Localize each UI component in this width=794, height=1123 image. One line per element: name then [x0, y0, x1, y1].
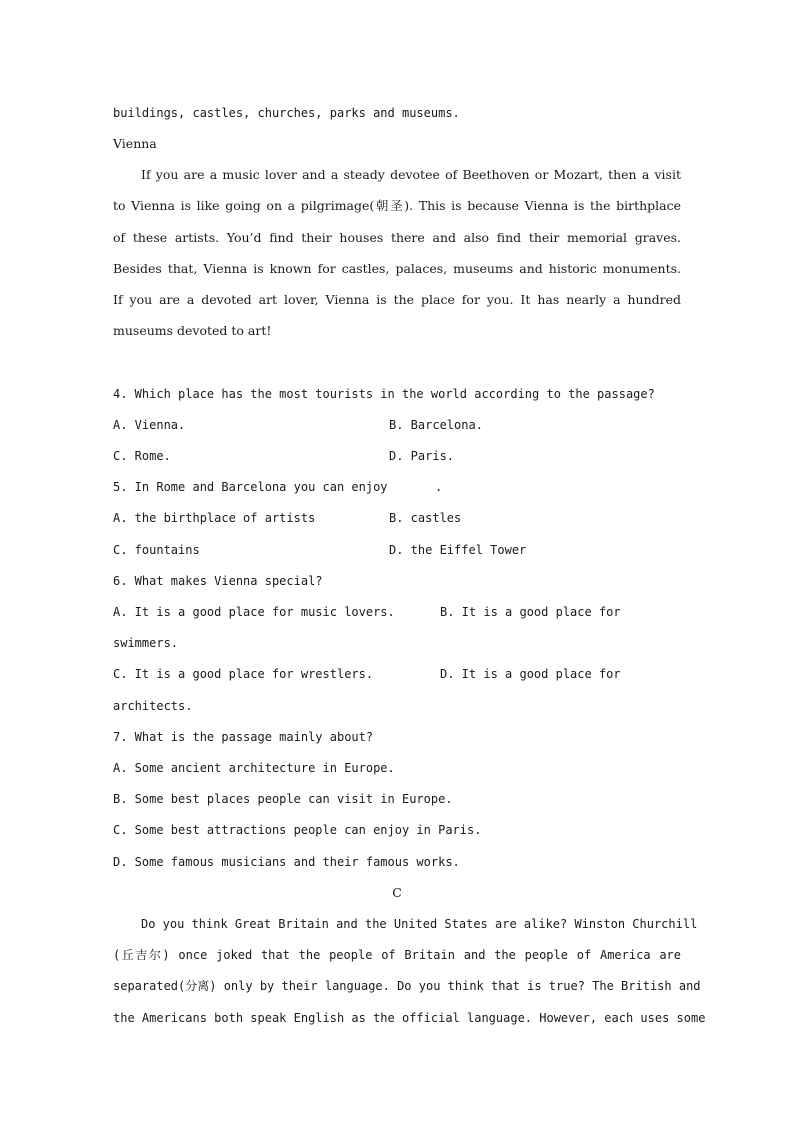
option-c: C. fountains — [113, 543, 200, 557]
option-d-continued: architects. — [113, 699, 193, 713]
option-b-continued: swimmers. — [113, 636, 179, 650]
option-a: A. It is a good place for music lovers. — [113, 605, 395, 619]
passage-line: museums devoted to art! — [113, 323, 272, 338]
option-d: D. Some famous musicians and their famous works. — [113, 855, 460, 869]
section-heading-c: C — [392, 885, 402, 900]
passage-line: Besides that, Vienna is known for castles, palaces, museums and historic monuments. — [113, 261, 681, 276]
question-6-options-row1 — [113, 604, 621, 620]
option-d: D. It is a good place for — [440, 667, 621, 681]
passage-line: buildings, castles, churches, parks and museums. — [113, 106, 460, 120]
question-6-stem: 6. What makes Vienna special? — [113, 574, 323, 588]
passage-line: If you are a devoted art lover, Vienna is the place for you. It has nearly a hundred — [113, 292, 681, 307]
option-c: C. Some best attractions people can enjoy in Paris. — [113, 823, 482, 837]
section-heading-vienna: Vienna — [113, 136, 157, 151]
question-5-options-row2 — [113, 542, 527, 558]
question-5-blank-end: . — [435, 480, 443, 494]
passage-line: separated(分离) only by their language. Do you think that is true? The British and — [113, 979, 701, 993]
option-d: D. the Eiffel Tower — [389, 543, 527, 557]
passage-line: the Americans both speak English as the official language. However, each uses some — [113, 1011, 706, 1025]
passage-line: If you are a music lover and a steady devotee of Beethoven or Mozart, then a visit — [141, 167, 681, 182]
option-b: B. Barcelona. — [389, 418, 483, 432]
option-b: B. castles — [389, 511, 462, 525]
option-d: D. Paris. — [389, 449, 455, 463]
question-5-options-row1 — [113, 510, 462, 526]
question-7-stem: 7. What is the passage mainly about? — [113, 730, 374, 744]
option-a: A. Vienna. — [113, 418, 186, 432]
question-4-stem: 4. Which place has the most tourists in the world according to the passage? — [113, 387, 655, 401]
option-b: B. It is a good place for — [440, 605, 621, 619]
option-a: A. the birthplace of artists — [113, 511, 316, 525]
option-c: C. Rome. — [113, 449, 171, 463]
option-a: A. Some ancient architecture in Europe. — [113, 761, 395, 775]
question-5-stem — [113, 479, 443, 495]
question-4-options-row2 — [113, 448, 455, 464]
question-4-options-row1 — [113, 417, 483, 433]
passage-line: (丘吉尔) once joked that the people of Britain and the people of America are — [113, 948, 681, 962]
question-6-options-row2 — [113, 666, 621, 682]
option-b: B. Some best places people can visit in Europe. — [113, 792, 453, 806]
passage-line: of these artists. You’d find their houses there and also find their memorial graves. — [113, 230, 681, 245]
passage-line: to Vienna is like going on a pilgrimage(朝圣). This is because Vienna is the birthplace — [113, 198, 681, 213]
question-5-stem-text: 5. In Rome and Barcelona you can enjoy — [113, 480, 388, 494]
passage-line: Do you think Great Britain and the United States are alike? Winston Churchill — [141, 917, 698, 931]
option-c: C. It is a good place for wrestlers. — [113, 667, 374, 681]
